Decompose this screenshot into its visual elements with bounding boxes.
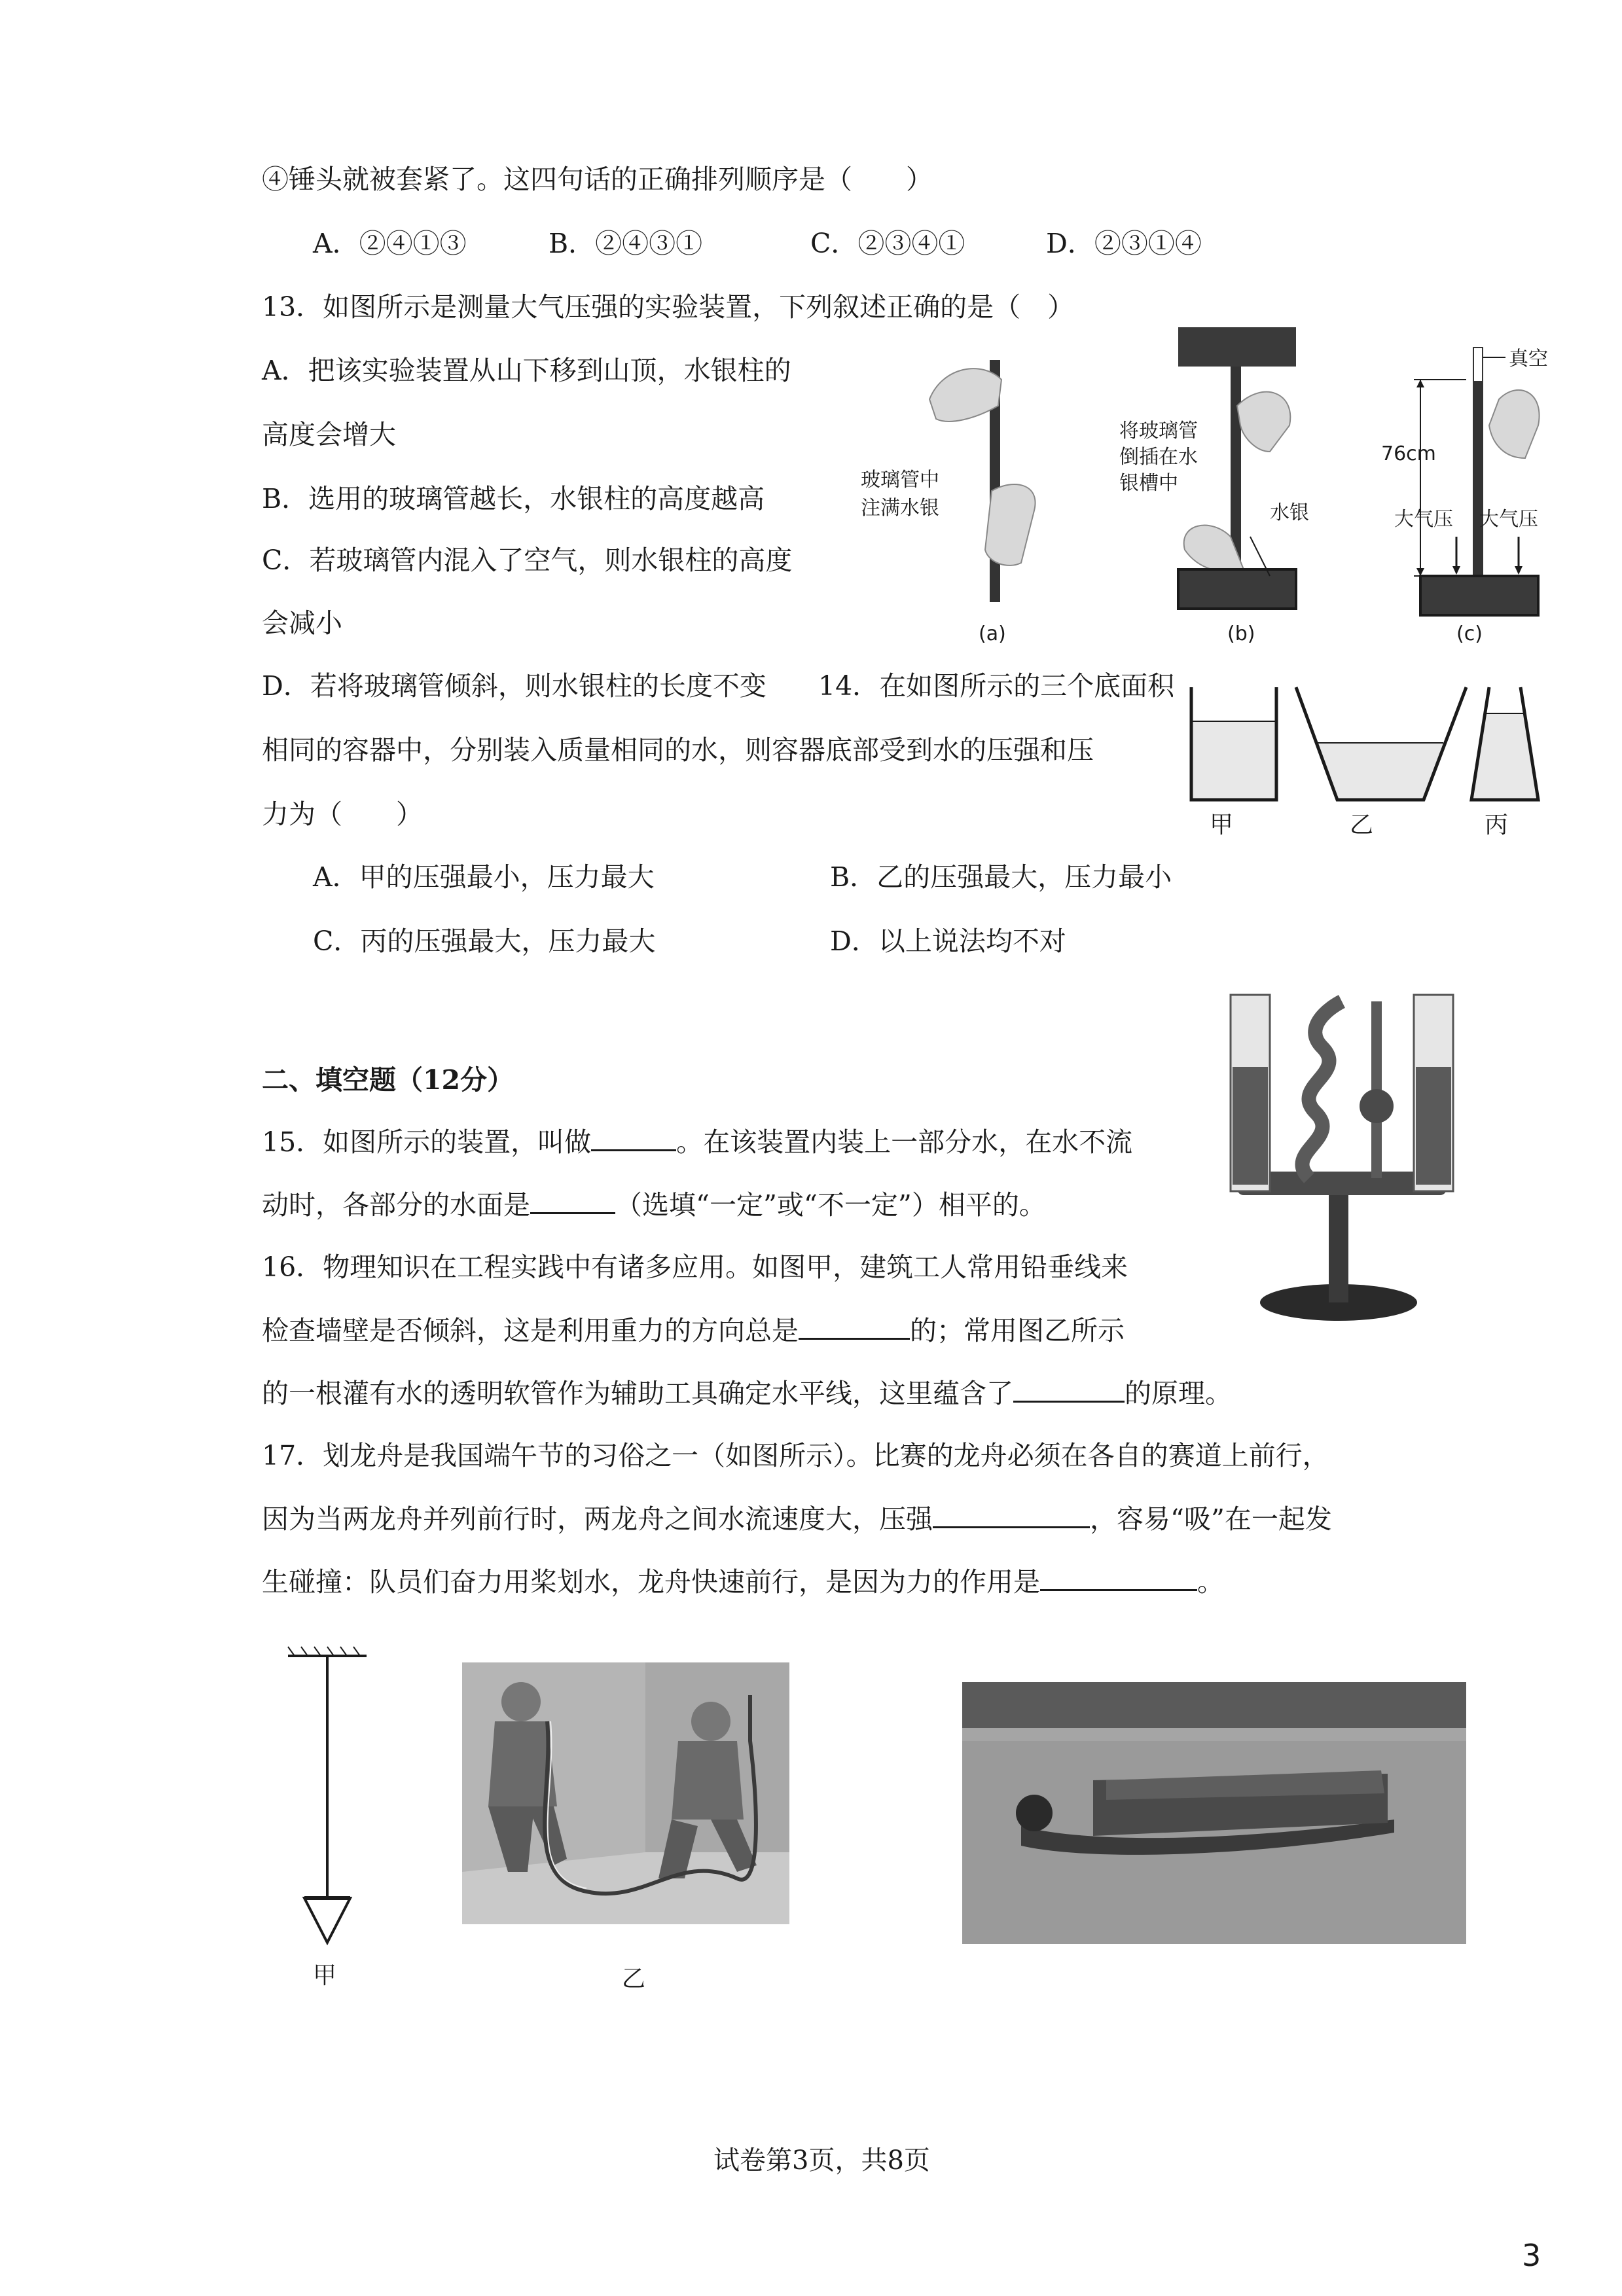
- container-label-yi: 乙: [1350, 812, 1374, 838]
- hand-a-bottom: [985, 484, 1036, 565]
- q17-line3: [262, 1564, 1224, 1599]
- q15-blank-1[interactable]: [591, 1124, 676, 1151]
- q14-option-b: B．乙的压强最大，压力最小: [830, 861, 1172, 893]
- workers-hose-figure: [462, 1662, 789, 1924]
- q17-text-5: 。: [1197, 1566, 1224, 1598]
- section-fill-in-title: 二、填空题（12分）: [262, 1064, 514, 1096]
- connected-vessel-figure: [1217, 988, 1479, 1329]
- q17-blank-2[interactable]: [1040, 1564, 1197, 1591]
- q14-stem-line1: 14．在如图所示的三个底面积: [818, 670, 1175, 702]
- plumb-line-label: 甲: [313, 1962, 337, 1989]
- q16-line1: 16．物理知识在工程实践中有诸多应用。如图甲，建筑工人常用铅垂线来: [262, 1251, 1128, 1283]
- fig-c-atm-left: 大气压: [1394, 508, 1453, 531]
- container-yi-water: [1318, 743, 1443, 800]
- fig-label-a: (a): [979, 622, 1006, 645]
- q12-option-b: B．②④③①: [549, 228, 703, 259]
- q12-option-a: A．②④①③: [313, 228, 467, 259]
- q15-line1: [262, 1124, 1132, 1159]
- container-label-bing: 丙: [1485, 812, 1509, 838]
- q17-line1: 17．划龙舟是我国端午节的习俗之一（如图所示）。比赛的龙舟必须在各自的赛道上前行，: [262, 1440, 1329, 1471]
- q13-option-a-line2: 高度会增大: [262, 419, 396, 450]
- q16-line2: [262, 1313, 1125, 1348]
- q17-text-4: 生碰撞：队员们奋力用桨划水，龙舟快速前行，是因为力的作用是: [262, 1566, 1040, 1598]
- q16-blank-1[interactable]: [799, 1313, 910, 1340]
- q13-option-b: B．选用的玻璃管越长，水银柱的高度越高: [262, 483, 765, 514]
- fig-c-height-label: 76cm: [1381, 442, 1436, 465]
- q16-blank-2[interactable]: [1013, 1376, 1125, 1403]
- page-footer: 试卷第3页，共8页: [713, 2145, 930, 2176]
- q16-text-3: 的；常用图乙所示: [910, 1315, 1125, 1346]
- q12-option-d: D．②③①④: [1046, 228, 1202, 259]
- hand-c: [1489, 390, 1540, 458]
- q16-line3: [262, 1376, 1232, 1410]
- fig-label-c: (c): [1456, 622, 1483, 645]
- q13-option-d: D．若将玻璃管倾斜，则水银柱的长度不变: [262, 670, 766, 702]
- q17-blank-1[interactable]: [933, 1501, 1090, 1528]
- container-jia-water: [1191, 721, 1276, 800]
- fig-b-note-line2: 倒插在水: [1119, 446, 1198, 469]
- q14-option-d: D．以上说法均不对: [830, 925, 1066, 957]
- q13-stem: 13．如图所示是测量大气压强的实验装置，下列叙述正确的是（ ）: [262, 291, 1075, 323]
- fig-a-note-line1: 玻璃管中: [861, 469, 939, 492]
- container-label-jia: 甲: [1210, 812, 1234, 838]
- fig-a-note-line2: 注满水银: [861, 497, 939, 520]
- fig-b-note-line1: 将玻璃管: [1119, 420, 1198, 442]
- q15-text-2: 。在该装置内装上一部分水，在水不流: [676, 1126, 1133, 1158]
- corner-page-number: 3: [1522, 2238, 1541, 2273]
- workers-hose-label: 乙: [622, 1965, 646, 1992]
- q15-line2: [262, 1187, 1046, 1222]
- q14-option-c: C．丙的压强最大，压力最大: [313, 925, 656, 957]
- q15-text-1: 15．如图所示的装置，叫做: [262, 1126, 592, 1158]
- fig-b-note-line3: 银槽中: [1119, 472, 1178, 495]
- basin-c: [1420, 576, 1538, 615]
- tube-b: [1231, 353, 1241, 569]
- q15-text-4: （选填“一定”或“不一定”）相平的。: [615, 1189, 1046, 1221]
- q12-option-c: C．②③④①: [810, 228, 965, 259]
- plumb-line-figure: [275, 1643, 380, 1957]
- basin-b: [1178, 327, 1296, 367]
- q17-line2: [262, 1501, 1332, 1536]
- q14-stem-line2: 相同的容器中，分别装入质量相同的水，则容器底部受到水的压强和压: [262, 734, 1094, 766]
- q16-text-2: 检查墙壁是否倾斜，这是利用重力的方向总是: [262, 1315, 799, 1346]
- tube-c: [1473, 347, 1483, 583]
- q12-line4: ④锤头就被套紧了。这四句话的正确排列顺序是（ ）: [262, 164, 933, 195]
- q13-option-c-line2: 会减小: [262, 607, 342, 639]
- containers-figure: [1178, 681, 1545, 812]
- fig-label-b: (b): [1227, 622, 1255, 645]
- q15-blank-2[interactable]: [530, 1187, 615, 1214]
- q17-text-2: 因为当两龙舟并列前行时，两龙舟之间水流速度大，压强: [262, 1503, 933, 1535]
- q16-text-5: 的原理。: [1125, 1378, 1232, 1409]
- fig-b-mercury-label: 水银: [1270, 501, 1309, 524]
- dragon-boat-photo: [962, 1682, 1466, 1944]
- q14-option-a: A．甲的压强最小，压力最大: [313, 861, 655, 893]
- q14-stem-line3: 力为（ ）: [262, 798, 423, 830]
- fig-c-vacuum-label: 真空: [1509, 348, 1548, 370]
- q17-text-3: ，容易“吸”在一起发: [1090, 1503, 1332, 1535]
- q13-option-a-line1: A．把该实验装置从山下移到山顶，水银柱的: [262, 355, 791, 386]
- q16-text-4: 的一根灌有水的透明软管作为辅助工具确定水平线，这里蕴含了: [262, 1378, 1013, 1409]
- fig-c-atm-right: 大气压: [1479, 508, 1538, 531]
- q13-option-c-line1: C．若玻璃管内混入了空气，则水银柱的高度: [262, 545, 793, 576]
- q15-text-3: 动时，各部分的水面是: [262, 1189, 530, 1221]
- hand-b-top: [1237, 392, 1290, 452]
